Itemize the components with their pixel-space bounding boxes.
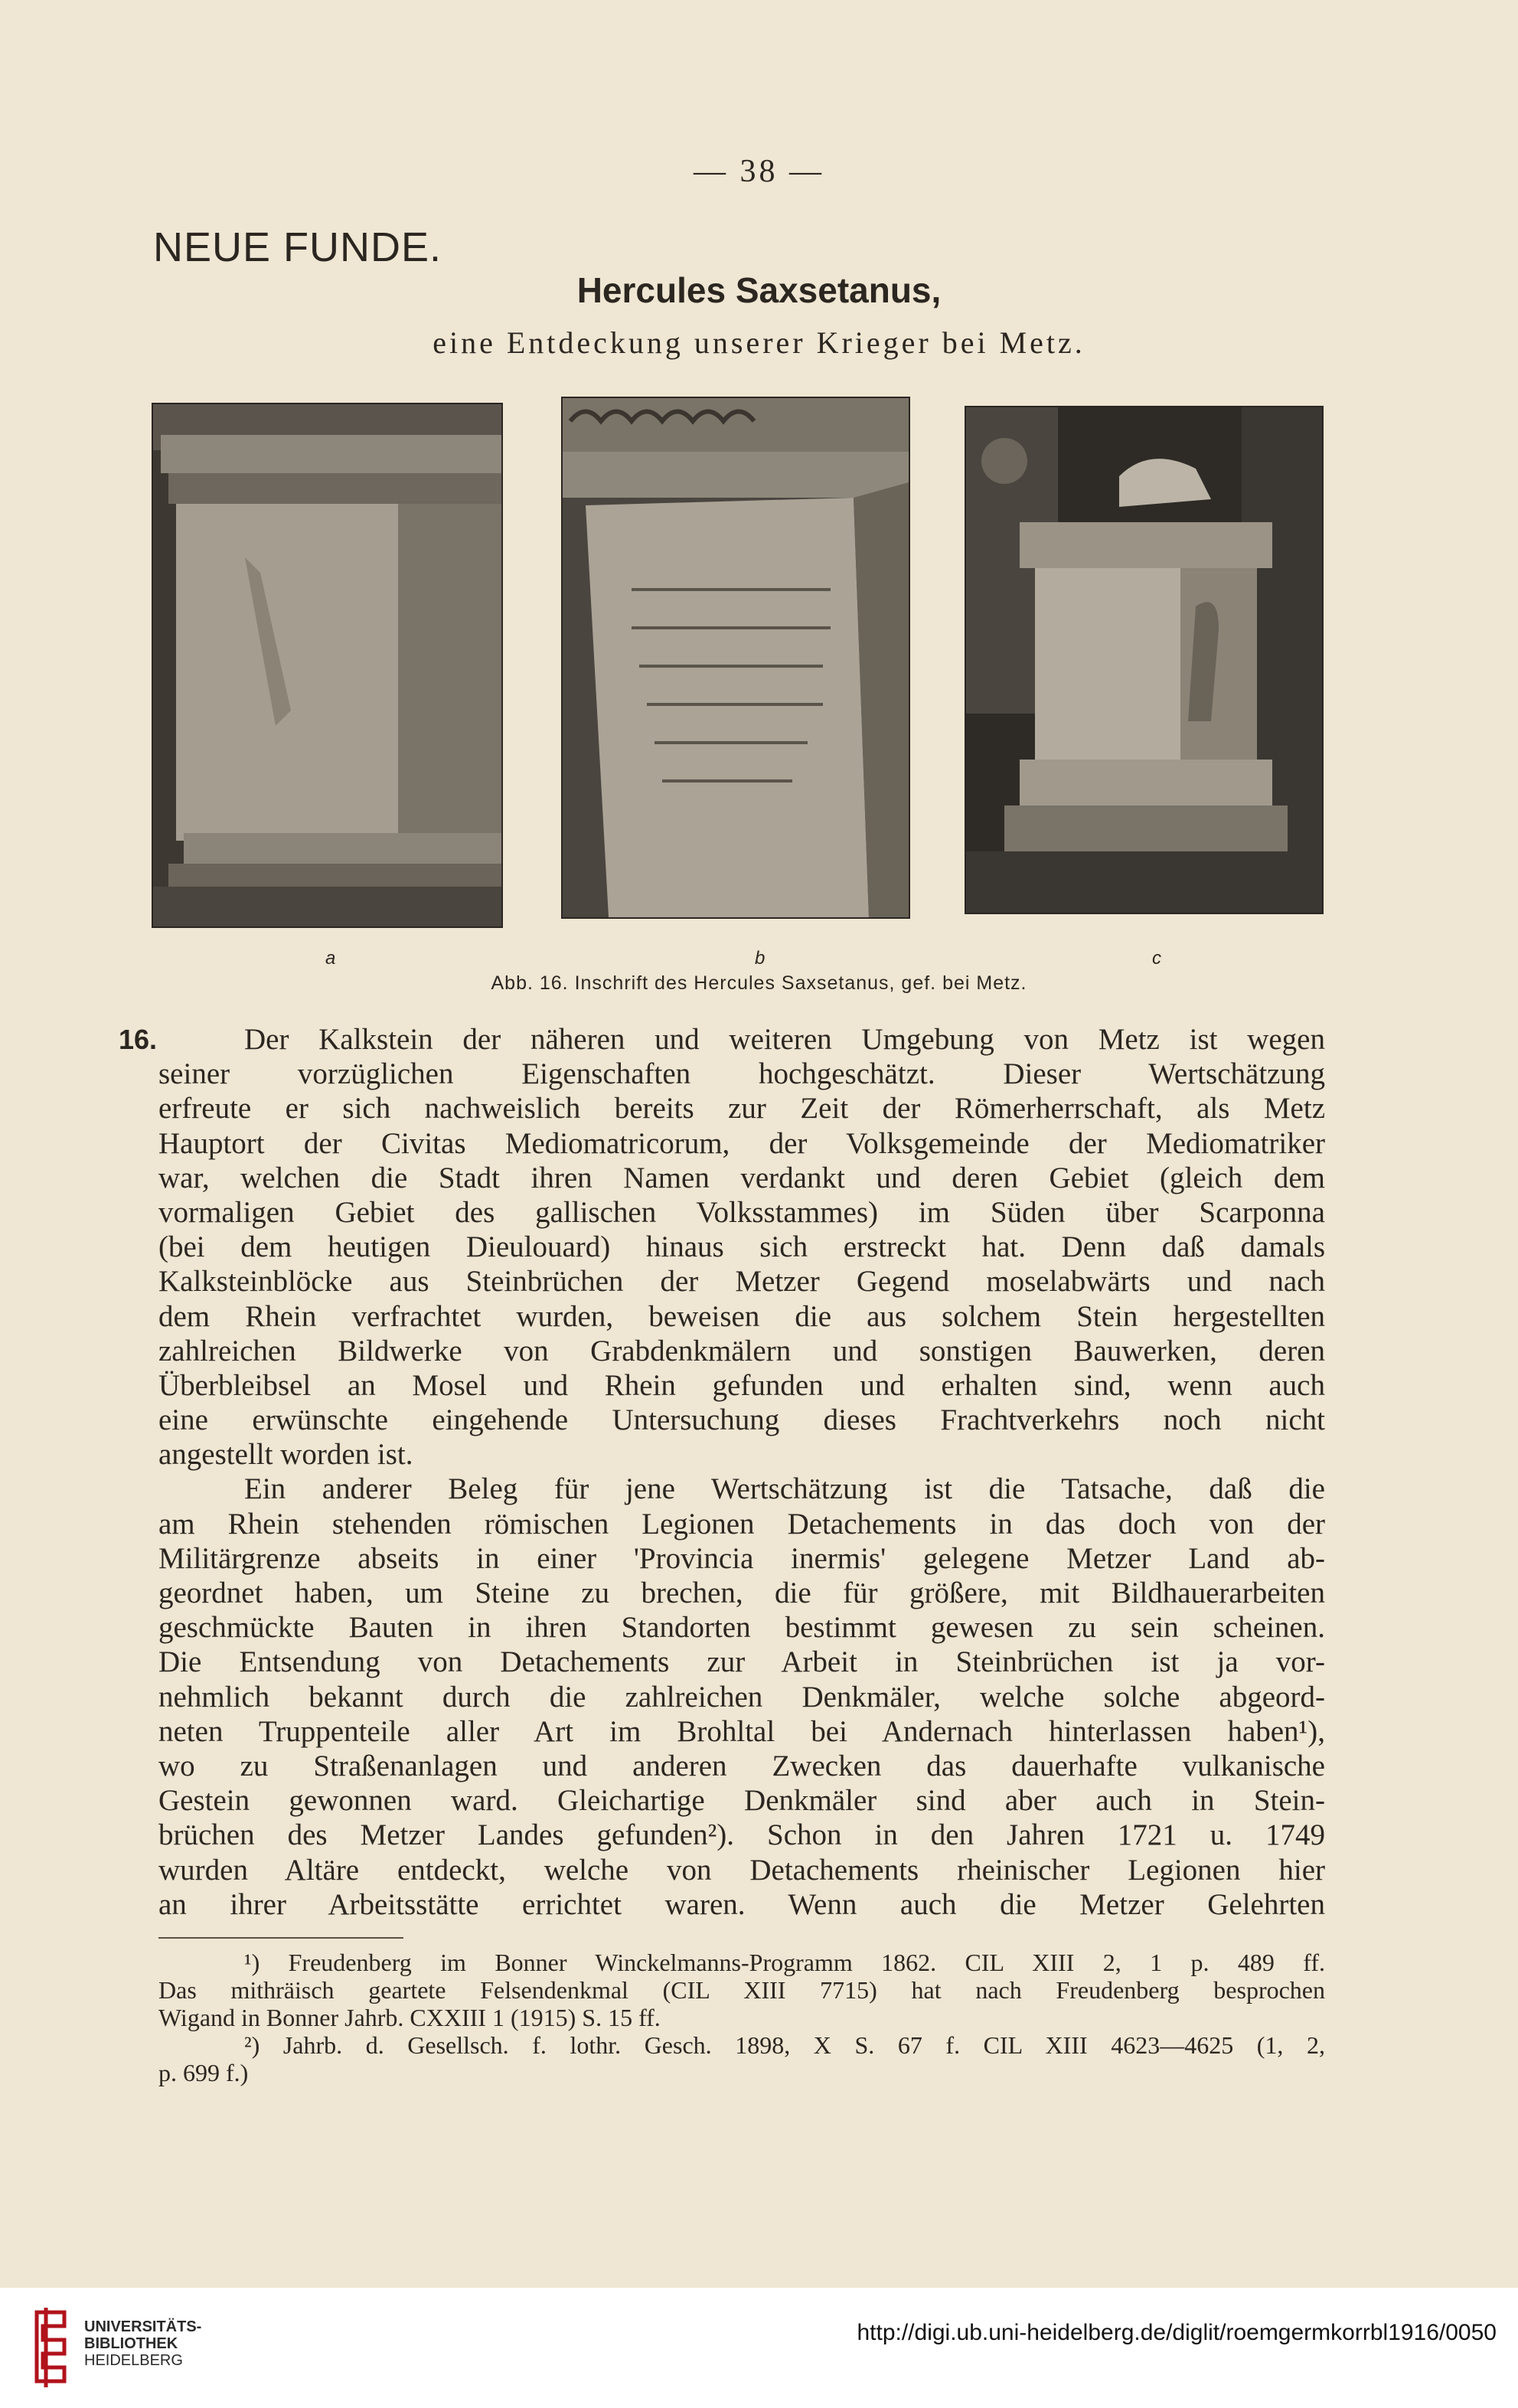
body-line: geordnet haben, um Steine zu brechen, die für größere, mit Bildhauerarbeiten [158, 1576, 1325, 1609]
body-line: neten Truppenteile aller Art im Brohltal bei Andernach hinterlassen haben¹), [158, 1714, 1325, 1748]
section-heading: NEUE FUNDE. [153, 224, 442, 270]
photo-b [561, 397, 910, 919]
altar-photo-a-image [153, 404, 501, 926]
library-name-line: HEIDELBERG [84, 2352, 183, 2369]
body-line: Die Entsendung von Detachements zur Arbeit in Steinbrüchen ist ja vor- [158, 1645, 1325, 1679]
library-name [84, 2318, 201, 2369]
altar-photo-b-image [563, 398, 909, 917]
body-line: eine erwünschte eingehende Untersuchung dieses Frachtverkehrs noch nicht [158, 1403, 1325, 1437]
source-url-link[interactable]: http://digi.ub.uni-heidelberg.de/diglit/roemgermkorrbl1916/0050 [857, 2320, 1497, 2345]
figure-caption: Abb. 16. Inschrift des Hercules Saxsetanus, gef. bei Metz. [491, 972, 1027, 994]
footnote-line: Das mithräisch geartete Felsendenkmal (CIL XIII 7715) hat nach Freudenberg besprochen [158, 1976, 1325, 2004]
body-line: Kalksteinblöcke aus Steinbrüchen der Metzer Gegend moselabwärts und nach [158, 1265, 1325, 1299]
body-line: wo zu Straßenanlagen und anderen Zwecken das dauerhafte vulkanische [158, 1749, 1325, 1782]
body-line: zahlreichen Bildwerke von Grabdenkmälern und sonstigen Bauwerken, deren [158, 1334, 1325, 1367]
footer-bar [0, 2288, 1518, 2408]
article-title: Hercules Saxsetanus, [576, 270, 942, 310]
figure-label-b: b [755, 948, 766, 969]
footnote-line: p. 699 f.) [158, 2059, 249, 2086]
body-line: (bei dem heutigen Dieulouard) hinaus sich erstreckt hat. Denn daß damals [158, 1230, 1325, 1264]
photo-c [965, 406, 1324, 914]
body-line: an ihrer Arbeitsstätte errichtet waren. Wenn auch die Metzer Gelehrten [158, 1887, 1325, 1921]
footnote-line: ²) Jahrb. d. Gesellsch. f. lothr. Gesch. 1898, X S. 67 f. CIL XIII 4623—4625 (1, 2, [244, 2031, 1325, 2059]
article-subtitle: eine Entdeckung unserer Krieger bei Metz. [433, 325, 1085, 360]
body-line: Militärgrenze abseits in einer 'Provincia inermis' gelegene Metzer Land ab- [158, 1541, 1325, 1575]
body-line: am Rhein stehenden römischen Legionen Detachements in das doch von der [158, 1507, 1325, 1541]
page-number: — 38 — [694, 154, 824, 189]
photo-a [152, 403, 503, 928]
body-line: war, welchen die Stadt ihren Namen verdankt und deren Gebiet (gleich dem [158, 1161, 1325, 1194]
library-logo-icon [31, 2305, 70, 2390]
body-line: Hauptort der Civitas Mediomatricorum, der Volksgemeinde der Mediomatriker [158, 1126, 1325, 1160]
body-line: angestellt worden ist. [158, 1438, 413, 1472]
figure-label-a: a [325, 948, 336, 969]
footnote-divider [158, 1937, 403, 1939]
footnote-line: Wigand in Bonner Jahrb. CXXIII 1 (1915) S. 15 ff. [158, 2004, 661, 2031]
body-line: Der Kalkstein der näheren und weiteren Umgebung von Metz ist wegen [244, 1023, 1325, 1056]
body-line: Ein anderer Beleg für jene Wertschätzung ist die Tatsache, daß die [244, 1472, 1325, 1506]
body-line: nehmlich bekannt durch die zahlreichen Denkmäler, welche solche abgeord- [158, 1680, 1325, 1714]
body-line: seiner vorzüglichen Eigenschaften hochgeschätzt. Dieser Wertschätzung [158, 1057, 1325, 1091]
altar-photo-c-image [966, 407, 1322, 913]
body-line: Gestein gewonnen ward. Gleichartige Denkmäler sind aber auch in Stein- [158, 1784, 1325, 1818]
body-line: geschmückte Bauten in ihren Standorten bestimmt gewesen zu sein scheinen. [158, 1611, 1325, 1645]
footnote-line: ¹) Freudenberg im Bonner Winckelmanns-Programm 1862. CIL XIII 2, 1 p. 489 ff. [244, 1949, 1325, 1976]
footnotes [158, 1949, 1325, 2086]
body-line: brüchen des Metzer Landes gefunden²). Schon in den Jahren 1721 u. 1749 [158, 1818, 1325, 1852]
body-text [119, 1022, 1325, 1922]
body-line: wurden Altäre entdeckt, welche von Detachements rheinischer Legionen hier [158, 1853, 1325, 1887]
library-name-line: BIBLIOTHEK [84, 2335, 178, 2352]
library-name-line: UNIVERSITÄTS- [84, 2318, 202, 2335]
body-line: vormaligen Gebiet des gallischen Volksstammes) im Süden über Scarponna [158, 1195, 1325, 1229]
body-line: erfreute er sich nachweislich bereits zur Zeit der Römerherrschaft, als Metz [158, 1092, 1325, 1126]
body-line: Überbleibsel an Mosel und Rhein gefunden und erhalten sind, wenn auch [158, 1368, 1325, 1402]
figure-label-c: c [1152, 948, 1161, 969]
section-number: 16. [119, 1024, 158, 1055]
body-line: dem Rhein verfrachtet wurden, beweisen die aus solchem Stein hergestellten [158, 1299, 1325, 1333]
